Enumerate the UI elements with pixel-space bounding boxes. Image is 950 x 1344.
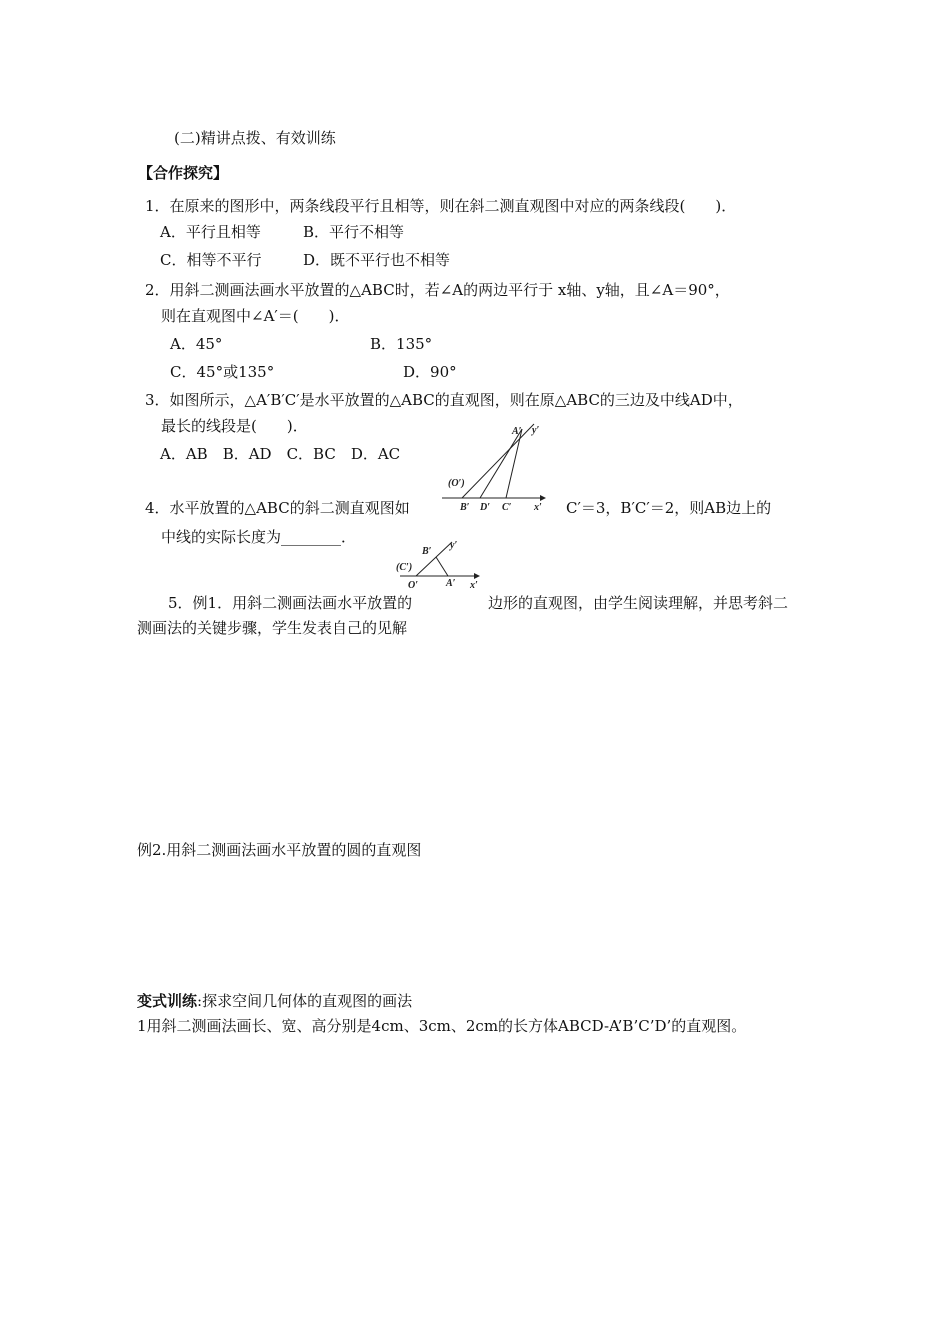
- variation-text: :探求空间几何体的直观图的画法: [197, 992, 413, 1010]
- q2-option-d: D．90°: [403, 363, 457, 381]
- label-y: y′: [450, 540, 458, 551]
- q3-stem-line2: 最长的线段是( )．: [161, 417, 308, 435]
- label-b: B′: [422, 546, 432, 557]
- q1-option-a: A．平行且相等: [160, 223, 261, 241]
- label-d: D′: [480, 502, 491, 513]
- label-b: B′: [460, 502, 470, 513]
- label-x: x′: [470, 580, 478, 591]
- q1-option-b: B．平行不相等: [303, 223, 405, 241]
- q2-option-c: C．45°或135°: [170, 363, 275, 381]
- q2-stem-line2: 则在直观图中∠A′＝( )．: [161, 307, 350, 325]
- x-axis-arrow: [540, 495, 546, 501]
- q4-stem-tail: C′＝3，B′C′＝2，则AB边上的: [566, 499, 772, 517]
- variation-heading: [137, 991, 412, 1011]
- section-title: (二)精讲点拨、有效训练: [174, 129, 336, 147]
- median-line: [480, 429, 522, 498]
- q5-line1-tail: 边形的直观图，由学生阅读理解，并思考斜二: [488, 594, 789, 612]
- label-y: y′: [532, 425, 540, 436]
- q5-line1-head: 5．例1．用斜二测画法画水平放置的: [168, 594, 413, 612]
- q2-option-a: A．45°: [170, 335, 223, 353]
- side-line: [506, 429, 522, 498]
- q2-stem: 2．用斜二测画法画水平放置的△ABC时，若∠A的两边平行于 x轴、y轴，且∠A＝90°，: [145, 281, 730, 299]
- variation-label: 变式训练: [137, 992, 198, 1010]
- label-x: x′: [534, 502, 542, 513]
- q1-stem: 1．在原来的图形中，两条线段平行且相等，则在斜二测直观图中对应的两条线段( )．: [145, 197, 737, 215]
- x-axis-arrow: [474, 573, 480, 579]
- cooperative-heading: 【合作探究】: [138, 164, 229, 182]
- label-a: A′: [446, 578, 456, 589]
- label-a: A′: [512, 426, 522, 437]
- label-o: (O′): [448, 478, 465, 489]
- variation-item-1: 1用斜二测画法画长、宽、高分别是4cm、3cm、2cm的长方体ABCD-A’B’C’D’的直观图。: [137, 1017, 747, 1035]
- label-c: (C′): [396, 562, 413, 573]
- q3-stem: 3．如图所示，△A′B′C′是水平放置的△ABC的直观图，则在原△ABC的三边及中线AD中，: [145, 391, 743, 409]
- q3-options: A．AB B．AD C．BC D．AC: [160, 445, 401, 463]
- q1-option-c: C．相等不平行: [160, 251, 262, 269]
- label-o: O′: [408, 580, 419, 591]
- q1-option-d: D．既不平行也不相等: [303, 251, 451, 269]
- triangle-figure-2: [392, 536, 492, 592]
- label-c: C′: [502, 502, 512, 513]
- example-2: 例2.用斜二测画法画水平放置的圆的直观图: [137, 841, 422, 859]
- triangle-figure-1: [440, 418, 560, 514]
- q4-stem: 4．水平放置的△ABC的斜二测直观图如: [145, 499, 410, 517]
- q4-stem-line2: 中线的实际长度为________．: [161, 528, 357, 546]
- side-line: [436, 557, 448, 576]
- q2-option-b: B．135°: [370, 335, 433, 353]
- q5-line2: 测画法的关键步骤，学生发表自己的见解: [137, 619, 408, 637]
- y-axis: [462, 424, 534, 498]
